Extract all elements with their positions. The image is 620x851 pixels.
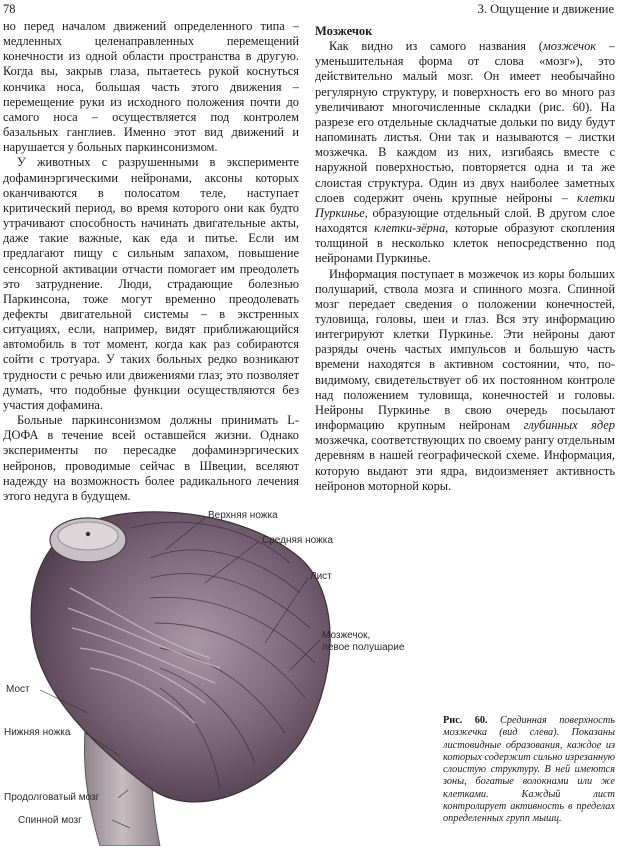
figure-cerebellum <box>0 498 440 846</box>
paragraph-basal-ganglia: но перед началом движений определенного типа – медленных целенаправленных перемещений конечности из одной области пространства в другую. Когда вы, закрыв глаза, пытаетесь рукой коснуться кончика носа, большая часть этого движения – перемещение руки из исходного положения почти до самого носа – осуществляется под контролем базальных ганглиев. Именно этот вид движений и нарушается у больных паркинсонизмом. <box>3 19 299 155</box>
text-run: , образующие отдельный слой. В другом слое находятся <box>315 205 615 236</box>
text-run: – уменьшительная форма от слова «мозг»), это действительно малый мозг. Он имеет необычайно регулярную структуру, и поверхность его во много раз увеличивают многочисленные складки (рис. 60). На разрезе его отдельные складчатые дольки по виду будут напоминать листья. Они так и называются – листки мозжечка. В каждом из них, изгибаясь вместе с наружной поверхностью, повторяется одна и та же слоистая структура. Один из двух наиболее заметных слоев содержит очень крупные нейроны – <box>315 39 616 205</box>
label-cerebellum-left-2: левое полушарие <box>322 642 405 653</box>
paragraph-cerebellum-information <box>315 267 615 494</box>
section-title: Мозжечок <box>315 24 373 38</box>
caption-text: Срединная поверхность мозжечка (вид слева). Показаны листовидные образования, каждое из которых содержит сильно изрезанную слоистую структуру. В ней имеются зоны, богатые волокнами или же клетками. Каждый лист контролирует активность в пределах определенных групп мышц. <box>443 715 615 825</box>
text-run: Как видно из самого названия ( <box>329 39 543 54</box>
paragraph-l-dopa: Больные паркинсонизмом должны принимать L-ДОФА в течение всей оставшейся жизни. Однако эксперименты по пересадке дофаминэргических нейронов, проводимые сейчас в Швеции, вселяют надежду на возможность более радикального лечения этого недуга в будущем. <box>3 413 299 503</box>
label-middle-peduncle: Средняя ножка <box>262 535 333 546</box>
right-column <box>315 24 615 494</box>
label-pons: Мост <box>6 684 30 695</box>
term-cerebellum: мозжечок <box>542 39 597 54</box>
aqueduct-dot <box>86 532 90 536</box>
running-header-chapter: 3. Ощущение и движение <box>477 2 614 16</box>
term-granule-cells: клетки-зёрна <box>374 221 446 236</box>
term-deep-nuclei: глубинных ядер <box>523 418 615 433</box>
left-column <box>3 19 299 504</box>
page-number: 78 <box>3 2 16 16</box>
text-run: , которые образуют скопления толщиной в несколько клеток непосредственно под нейронами Пуркинье. <box>315 221 616 266</box>
label-cerebellum-left-1: Мозжечок, <box>322 630 371 641</box>
paragraph-cerebellum-structure <box>315 39 615 266</box>
figure-caption <box>443 715 615 826</box>
label-spinal-cord: Спинной мозг <box>18 815 82 826</box>
paragraph-dopamine-animals: У животных с разрушенными в эксперименте дофаминэргическими нейронами, аксоны которых оканчиваются в полосатом теле, наступает критический период, во время которого они как будто утрачивают способность начинать двигательные акты, даже такие важные, как еда и питье. Если им предлагают пищу с сильным запахом, повышение сенсорной активации отчасти помогает им преодолеть это затруднение. Люди, страдающие болезнью Паркинсона, тоже могут временно преодолевать дефекты двигательной системы – в экстренных ситуациях, если, например, видят приближающийся автомобиль в тот момент, когда как раз собираются сойти с тротуара. У таких больных редко возникают трудности с речью или движениями глаз; это позволяет думать, что подобные функции осуществляются без участия дофамина. <box>3 155 299 412</box>
text-run: мозжечка, соответствующих по своему рангу отдельным деревням в нашей географической схеме. Информация, которую выдают эти ядра, видоизменяет активность нейронов моторной коры. <box>315 433 615 493</box>
label-lower-peduncle: Нижняя ножка <box>4 727 71 738</box>
label-medulla: Продолговатый мозг <box>4 792 100 803</box>
caption-figure-number: Рис. 60. <box>443 715 488 726</box>
label-upper-peduncle: Верхняя ножка <box>208 510 278 521</box>
label-leaf: Лист <box>310 571 332 582</box>
text-run: Информация поступает в мозжечок из коры больших полушарий, ствола мозга и спинного мозга. Спинной мозг передает сведения о положении конечностей, туловища, головы, шеи и глаз. Вся эту информацию интегрируют клетки Пуркинье. Эти нейроны дают разряды очень частых импульсов и большую часть времени находятся в активном состоянии, что, по-видимому, свидетельствует об их постоянном контроле над положением туловища, конечностей и головы. Нейроны Пуркинье в свою очередь посылают информацию крупным нейронам <box>315 266 615 433</box>
term-purkinje-cells: клетки Пуркинье <box>315 190 615 220</box>
